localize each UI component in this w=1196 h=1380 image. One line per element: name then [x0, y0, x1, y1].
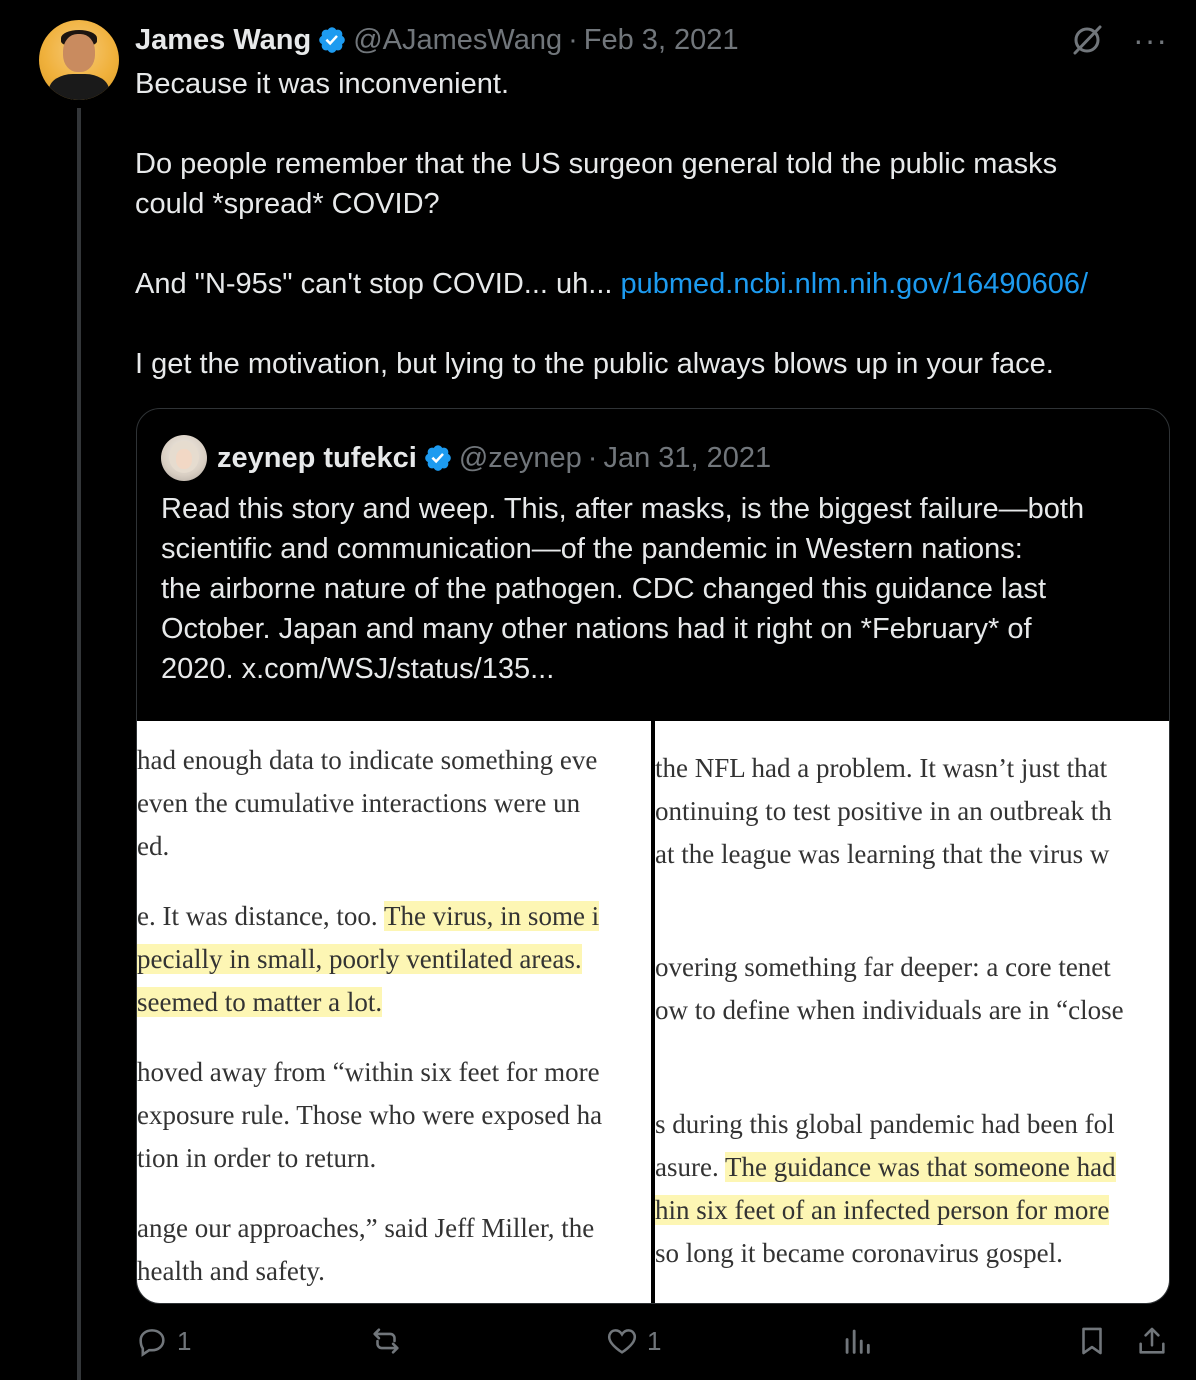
- reply-button[interactable]: [135, 1324, 191, 1358]
- article-left-line: [137, 788, 580, 819]
- quote-text: [161, 489, 1161, 689]
- article-right-line-text: ow to define when individuals are in “close: [655, 995, 1124, 1025]
- retweet-button[interactable]: [369, 1324, 411, 1358]
- author-name[interactable]: James Wang: [135, 23, 312, 56]
- verified-badge-icon: [423, 443, 453, 473]
- article-left-highlight: seemed to matter a lot.: [137, 987, 383, 1017]
- article-screenshot-right[interactable]: [655, 721, 1169, 1303]
- article-right-line-text: the NFL had a problem. It wasn’t just that: [655, 753, 1108, 783]
- quote-line: 2020. x.com/WSJ/status/135...: [161, 653, 555, 685]
- pubmed-link[interactable]: pubmed.ncbi.nlm.nih.gov/16490606/: [620, 268, 1089, 300]
- article-left-line: [137, 745, 597, 776]
- article-right-line-text: so long it became coronavirus gospel.: [655, 1238, 1063, 1268]
- article-left-line-text: ange our approaches,” said Jeff Miller, the: [137, 1213, 595, 1243]
- article-left-line-text: exposure rule. Those who were exposed ha: [137, 1100, 603, 1130]
- quote-author-name[interactable]: zeynep tufekci: [217, 441, 417, 474]
- article-screenshot-left[interactable]: [137, 721, 651, 1303]
- article-right-line-text: at the league was learning that the virus w: [655, 839, 1110, 869]
- article-left-highlight: The virus, in some i: [383, 901, 600, 931]
- article-right-highlight: The guidance was that someone had: [724, 1152, 1116, 1182]
- share-icon: [1135, 1324, 1169, 1358]
- reply-count: 1: [177, 1325, 192, 1356]
- article-right-line: [655, 796, 1112, 827]
- share-button[interactable]: [1135, 1324, 1169, 1358]
- thread-line: [77, 108, 81, 1380]
- analytics-icon: [840, 1324, 874, 1358]
- tweet-top-icons: [1069, 22, 1168, 58]
- bookmark-button[interactable]: [1075, 1324, 1109, 1358]
- more-options-icon[interactable]: ···: [1133, 22, 1168, 58]
- article-right-line: [655, 995, 1124, 1026]
- quote-author-avatar[interactable]: [161, 435, 207, 481]
- article-left-line-text: hoved away from “within six feet for more: [137, 1057, 600, 1087]
- quote-author-handle[interactable]: @zeynep: [458, 441, 582, 474]
- like-button[interactable]: [605, 1324, 661, 1358]
- quote-line: Read this story and weep. This, after masks, is the biggest failure—both: [161, 493, 1085, 525]
- tweet-line: Because it was inconvenient.: [135, 68, 509, 100]
- separator-dot: ·: [568, 23, 578, 56]
- author-avatar[interactable]: [39, 20, 119, 100]
- article-right-line: [655, 753, 1107, 784]
- article-right-highlight: hin six feet of an infected person for more: [655, 1195, 1110, 1225]
- tweet-line: could *spread* COVID?: [135, 188, 440, 220]
- article-left-line-text: even the cumulative interactions were un: [137, 788, 581, 818]
- article-left-line: [137, 1256, 325, 1287]
- tweet-text: [135, 64, 1175, 384]
- article-left-line: [137, 1143, 376, 1174]
- grok-icon[interactable]: [1069, 22, 1105, 58]
- article-right-line-text: ontinuing to test positive in an outbreak th: [655, 796, 1112, 826]
- views-button[interactable]: [840, 1324, 882, 1358]
- article-right-line: [655, 1238, 1063, 1269]
- quote-line: October. Japan and many other nations had it right on *February* of: [161, 613, 1032, 645]
- article-left-line: [137, 1057, 600, 1088]
- quote-line: the airborne nature of the pathogen. CDC changed this guidance last: [161, 573, 1047, 605]
- quote-date[interactable]: Jan 31, 2021: [603, 441, 772, 474]
- heart-icon: [605, 1324, 639, 1358]
- tweet-header: [135, 20, 739, 60]
- article-right-line-text: s during this global pandemic had been fol: [655, 1109, 1115, 1139]
- like-count: 1: [647, 1325, 662, 1356]
- article-left-line: [137, 987, 382, 1018]
- verified-badge-icon: [317, 25, 347, 55]
- quote-media[interactable]: [137, 721, 1169, 1303]
- article-left-line: [137, 831, 169, 862]
- quote-line: scientific and communication—of the pandemic in Western nations:: [161, 533, 1023, 565]
- article-right-line-text: asure.: [655, 1152, 725, 1182]
- article-left-line: [137, 1100, 602, 1131]
- tweet-line: I get the motivation, but lying to the public always blows up in your face.: [135, 348, 1054, 380]
- article-right-line: [655, 1152, 1116, 1183]
- tweet-line-text: And "N-95s" can't stop COVID... uh...: [135, 268, 621, 300]
- article-right-line: [655, 1109, 1115, 1140]
- tweet-line: Do people remember that the US surgeon general told the public masks: [135, 148, 1058, 180]
- article-left-line: [137, 901, 599, 932]
- article-left-line-text: ed.: [137, 831, 170, 861]
- article-right-line: [655, 952, 1111, 983]
- tweet-date[interactable]: Feb 3, 2021: [583, 23, 739, 56]
- quote-header: [161, 435, 771, 481]
- article-left-line-text: e. It was distance, too.: [137, 901, 384, 931]
- separator-dot: ·: [587, 441, 598, 474]
- article-left-line-text: had enough data to indicate something eve: [137, 745, 598, 775]
- retweet-icon: [369, 1324, 403, 1358]
- article-left-highlight: pecially in small, poorly ventilated areas.: [137, 944, 582, 974]
- article-right-line: [655, 1195, 1109, 1226]
- quoted-tweet[interactable]: [136, 408, 1170, 1304]
- article-right-line-text: overing something far deeper: a core tenet: [655, 952, 1111, 982]
- bookmark-icon: [1075, 1324, 1109, 1358]
- author-handle[interactable]: @AJamesWang: [353, 23, 563, 56]
- article-left-line-text: health and safety.: [137, 1256, 325, 1286]
- article-left-line-text: tion in order to return.: [137, 1143, 377, 1173]
- article-right-line: [655, 839, 1109, 870]
- article-left-line: [137, 1213, 594, 1244]
- tweet-line: [135, 264, 1175, 304]
- reply-icon: [135, 1324, 169, 1358]
- article-left-line: [137, 944, 582, 975]
- tweet-actions: [135, 1324, 1175, 1376]
